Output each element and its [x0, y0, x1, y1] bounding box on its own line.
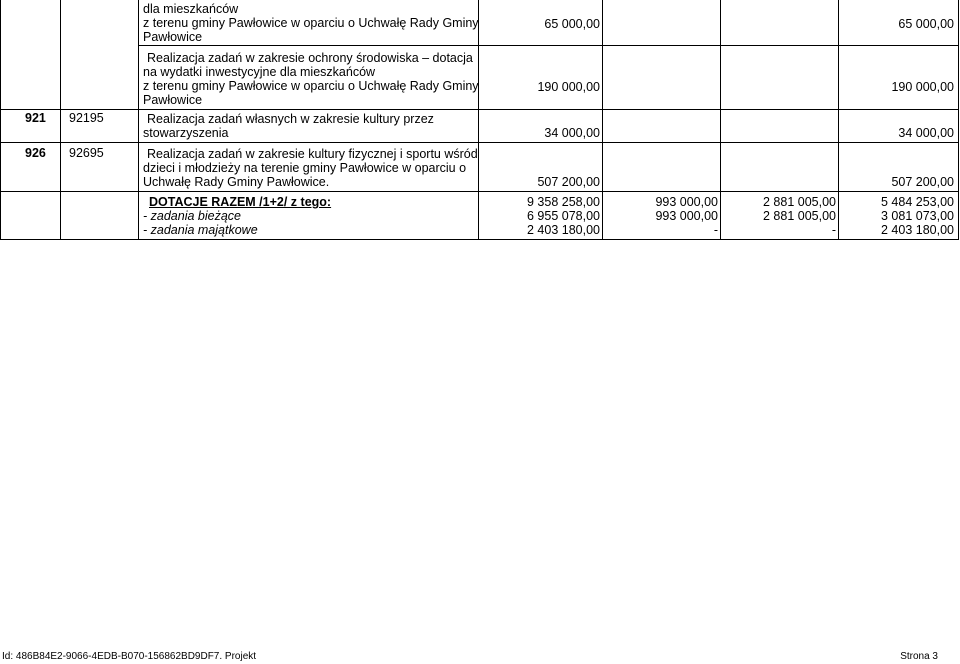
row-separator: [0, 109, 958, 110]
row-description-line: Pawłowice: [143, 30, 203, 44]
row-description-line: na wydatki inwestycyjne dla mieszkańców: [143, 65, 376, 79]
totals-value-col3: 2 881 005,00: [763, 195, 836, 209]
row-value-col4: 190 000,00: [891, 80, 954, 94]
row-description-line: Pawłowice: [143, 93, 203, 107]
majatkowe-value-col2: -: [713, 223, 718, 237]
totals-value-col2: 993 000,00: [655, 195, 718, 209]
table-border-left: [0, 0, 1, 240]
biezace-value-col2: 993 000,00: [655, 209, 718, 223]
totals-label: DOTACJE RAZEM /1+2/ z tego:: [149, 195, 332, 209]
biezace-value-col1: 6 955 078,00: [527, 209, 600, 223]
column-divider-dzial: [60, 0, 61, 240]
column-divider-rozdzial: [138, 0, 139, 240]
biezace-label: - zadania bieżące: [143, 209, 241, 223]
totals-value-col4: 5 484 253,00: [881, 195, 954, 209]
footer-page-number: Strona 3: [900, 651, 938, 662]
row-value-col4: 34 000,00: [898, 126, 954, 140]
row-value-col1: 65 000,00: [544, 17, 600, 31]
row-value-col1: 34 000,00: [544, 126, 600, 140]
majatkowe-value-col1: 2 403 180,00: [527, 223, 600, 237]
row-separator: [138, 45, 958, 46]
column-divider-col3: [838, 0, 839, 240]
row-value-col1: 507 200,00: [537, 175, 600, 189]
row-rozdzial-code: 92195: [69, 111, 104, 125]
majatkowe-value-col4: 2 403 180,00: [881, 223, 954, 237]
row-value-col4: 507 200,00: [891, 175, 954, 189]
row-description-line: Uchwałę Rady Gminy Pawłowice.: [143, 175, 330, 189]
column-divider-col2: [720, 0, 721, 240]
table-border-right: [958, 0, 959, 240]
totals-value-col1: 9 358 258,00: [527, 195, 600, 209]
row-description-line: z terenu gminy Pawłowice w oparciu o Uchwałę Rady Gminy: [143, 79, 479, 93]
row-description-line: Realizacja zadań w zakresie kultury fizycznej i sportu wśród: [147, 147, 478, 161]
table-border-bottom: [0, 239, 958, 240]
row-value-col1: 190 000,00: [537, 80, 600, 94]
row-rozdzial-code: 92695: [69, 146, 104, 160]
row-description-line: stowarzyszenia: [143, 126, 229, 140]
majatkowe-value-col3: -: [831, 223, 836, 237]
majatkowe-label: - zadania majątkowe: [143, 223, 258, 237]
row-value-col4: 65 000,00: [898, 17, 954, 31]
row-dzial-code: 921: [25, 111, 46, 125]
biezace-value-col4: 3 081 073,00: [881, 209, 954, 223]
row-dzial-code: 926: [25, 146, 46, 160]
row-description-line: dla mieszkańców: [143, 2, 239, 16]
row-description-line: dzieci i młodzieży na terenie gminy Pawłowice w oparciu o: [143, 161, 467, 175]
biezace-value-col3: 2 881 005,00: [763, 209, 836, 223]
row-description-line: Realizacja zadań własnych w zakresie kultury przez: [147, 112, 434, 126]
column-divider-col1: [602, 0, 603, 240]
footer-document-id: Id: 486B84E2-9066-4EDB-B070-156862BD9DF7. Projekt: [2, 651, 257, 662]
row-separator: [0, 142, 958, 143]
row-description-line: Realizacja zadań w zakresie ochrony środowiska – dotacja: [147, 51, 473, 65]
row-description-line: z terenu gminy Pawłowice w oparciu o Uchwałę Rady Gminy: [143, 16, 479, 30]
column-divider-description: [478, 0, 479, 240]
row-separator: [0, 191, 958, 192]
